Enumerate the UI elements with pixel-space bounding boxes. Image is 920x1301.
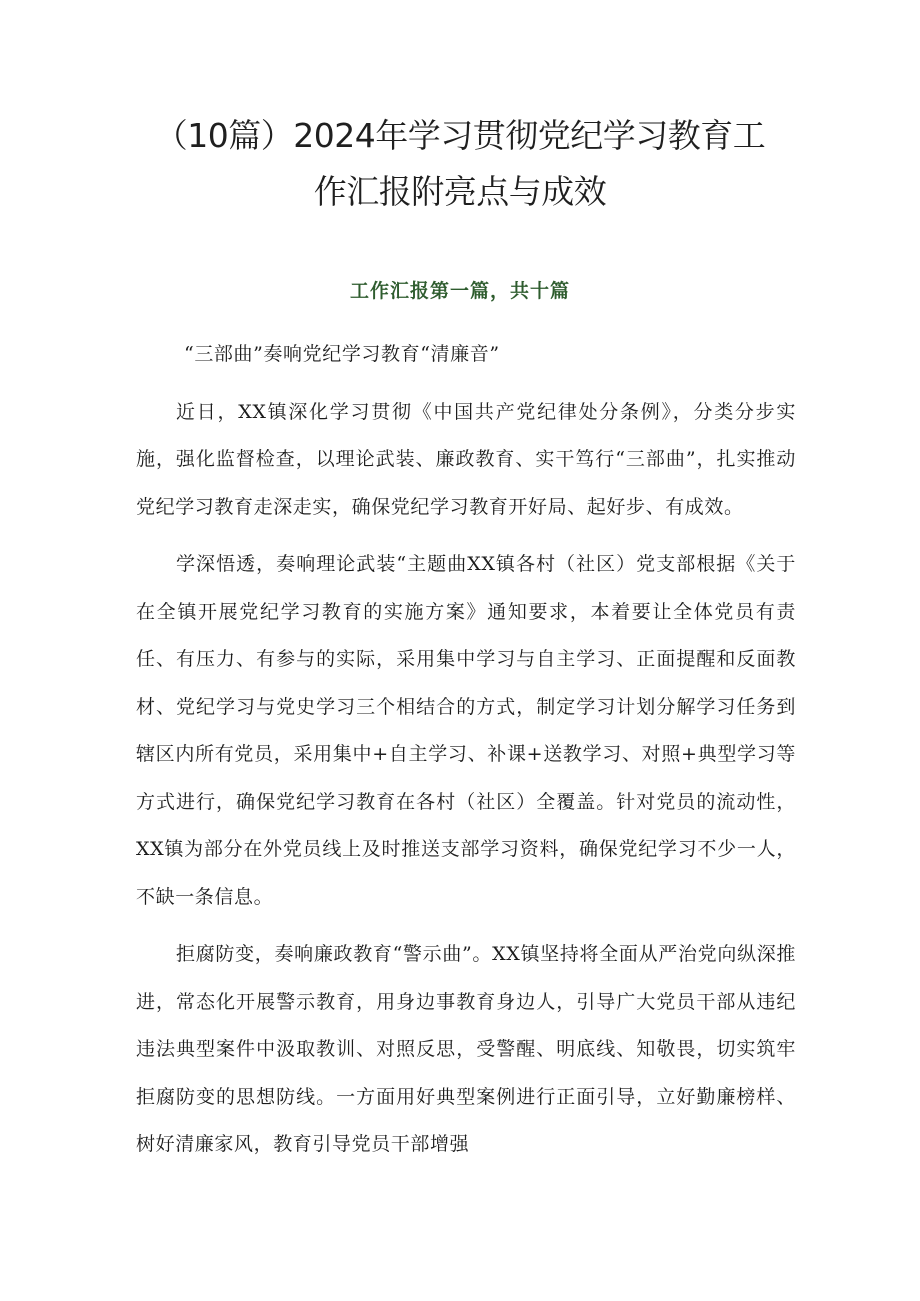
paragraph-2: 学深悟透，奏响理论武装“主题曲XX镇各村（社区）党支部根据《关于在全镇开展党纪学习教育的实施方案》通知要求，本着要让全体党员有责任、有压力、有参与的实际，采用集中学习与自主学习、正面提醒和反面教材、党纪学习与党史学习三个相结合的方式，制定学习计划分解学习任务到辖区内所有党员，采用集中+自主学习、补课+送教学习、对照+典型学习等方式进行，确保党纪学习教育在各村（社区）全覆盖。针对党员的流动性，XX镇为部分在外党员线上及时推送支部学习资料，确保党纪学习不少一人，不缺一条信息。 xyxy=(136,553,796,908)
document-title xyxy=(120,108,800,220)
document-subtitle: 工作汇报第一篇，共十篇 xyxy=(349,280,570,302)
section-heading: “三部曲”奏响党纪学习教育“清廉音” xyxy=(184,343,500,365)
document-body xyxy=(136,331,796,1169)
document-title-line-1: （10篇）2024年学习贯彻党纪学习教育工 xyxy=(154,116,766,155)
paragraph-1: 近日，XX镇深化学习贯彻《中国共产党纪律处分条例》，分类分步实施，强化监督检查，以理论武装、廉政教育、实干笃行“三部曲”，扎实推动党纪学习教育走深走实，确保党纪学习教育开好局、起好步、有成效。 xyxy=(136,400,796,518)
document-title-line-2: 作汇报附亮点与成效 xyxy=(313,172,607,211)
paragraph-3: 拒腐防变，奏响廉政教育“警示曲”。XX镇坚持将全面从严治党向纵深推进，常态化开展警示教育，用身边事教育身边人，引导广大党员干部从违纪违法典型案件中汲取教训、对照反思，受警醒、明底线、知敬畏，切实筑牢拒腐防变的思想防线。一方面用好典型案例进行正面引导，立好勤廉榜样、树好清廉家风，教育引导党员干部增强 xyxy=(136,943,796,1155)
